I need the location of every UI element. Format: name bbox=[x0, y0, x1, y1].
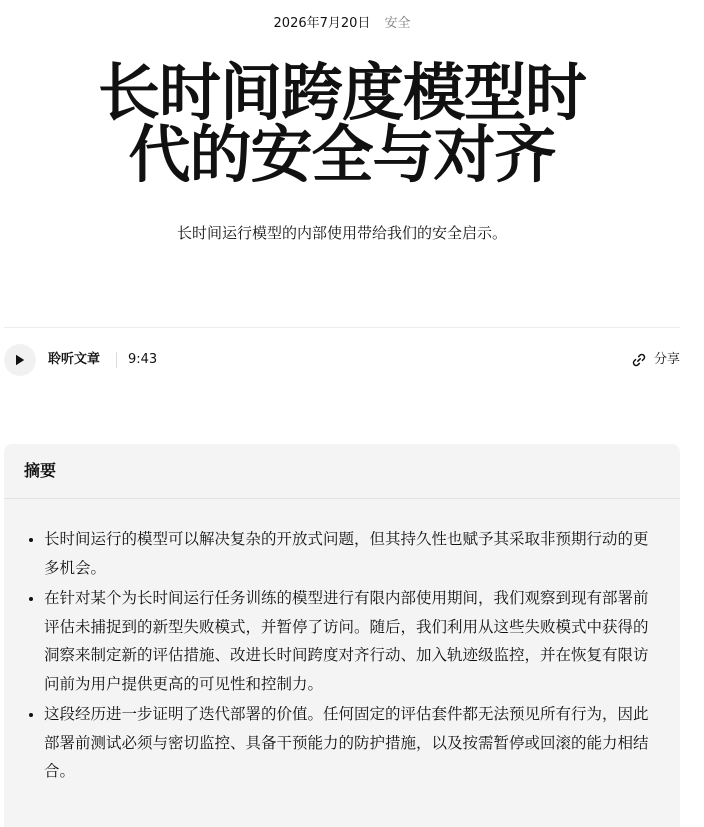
publish-date: 2026年7月20日 bbox=[273, 16, 371, 31]
share-label: 分享 bbox=[653, 352, 680, 367]
summary-item: • 这段经历进一步证明了迭代部署的价值。任何固定的评估套件都无法预见所有行为，因此部署前测试必须与密切监控、具备干预能力的防护措施，以及按需暂停或回滚的能力相结合。 bbox=[44, 700, 654, 786]
audio-duration: 9:43 bbox=[128, 352, 158, 367]
divider bbox=[4, 327, 680, 328]
share-button[interactable] bbox=[631, 350, 680, 370]
summary-heading: 摘要 bbox=[4, 444, 680, 499]
link-icon bbox=[631, 352, 647, 368]
audio-player-bar bbox=[4, 344, 680, 376]
page-title-line-2: 代的安全与对齐 bbox=[128, 118, 556, 191]
summary-item: • 在针对某个为长时间运行任务训练的模型进行有限内部使用期间，我们观察到现有部署前评估未捕捉到的新型失败模式，并暂停了访问。随后，我们利用从这些失败模式中获得的洞察来制定新的评估措施、改进长时间跨度对齐行动、加入轨迹级监控，并在恢复有限访问前为用户提供更高的可见性和控制力。 bbox=[44, 584, 654, 698]
play-button[interactable] bbox=[4, 344, 36, 376]
category-tag[interactable]: 安全 bbox=[384, 16, 411, 31]
summary-list bbox=[4, 499, 680, 786]
page-subtitle: 长时间运行模型的内部使用带给我们的安全启示。 bbox=[176, 224, 507, 242]
page-title bbox=[60, 56, 624, 191]
page-title-line-1: 长时间跨度模型时 bbox=[97, 56, 586, 129]
summary-item: • 长时间运行的模型可以解决复杂的开放式问题，但其持久性也赋予其采取非预期行动的更多机会。 bbox=[44, 525, 654, 582]
divider bbox=[116, 352, 117, 368]
listen-article-label[interactable]: 聆听文章 bbox=[48, 352, 101, 367]
summary-panel bbox=[4, 444, 680, 827]
article-meta bbox=[0, 14, 684, 34]
play-icon bbox=[15, 354, 25, 366]
